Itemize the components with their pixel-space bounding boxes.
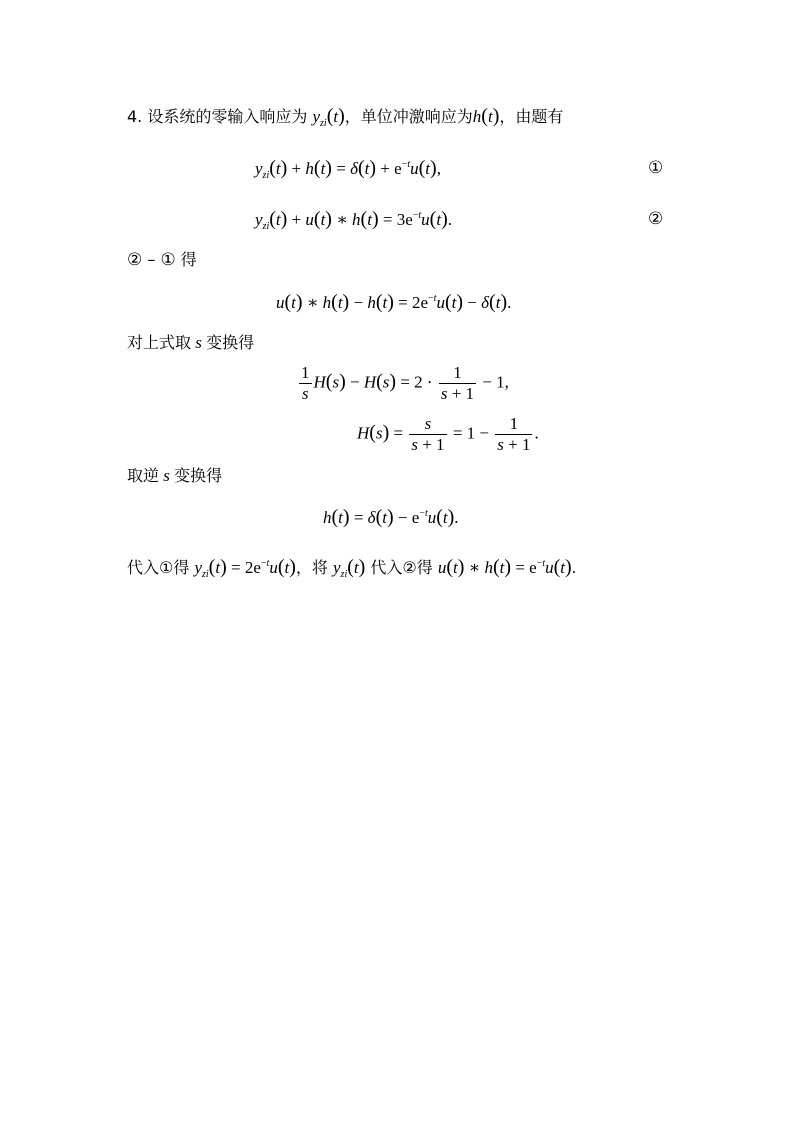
intro-text-3: ，由题有 <box>499 107 564 126</box>
subtract-line <box>127 250 197 270</box>
equation-5: H(s) = $\frac{s}{s + 1}$ = 1 − $\frac{1}{s + 1}$ . <box>357 414 539 454</box>
subtract-text: 得 <box>180 250 197 269</box>
equation-6: $h(t) = \delta(t) - e^{-t}u(t)$. <box>323 506 459 528</box>
equation-3: u(t) ∗ $h(t) - h(t) = 2e^{-t}u(t) - \delta(t)$. <box>276 291 512 313</box>
equation-2: $y_{zi}(t) + u(t)$ ∗ $h(t) = 3e^{-t}u(t)$. <box>255 208 452 232</box>
final-line <box>127 557 576 581</box>
intro-text-1: 设系统的零输入响应为 <box>147 107 308 126</box>
subtract-minus: – <box>147 250 156 269</box>
inverse-text-1: 取逆 <box>127 466 160 485</box>
inverse-text-2: 变换得 <box>174 466 223 485</box>
math-yzi-result: $y_{zi}(t) = 2e^{-t}u(t)$ <box>194 556 296 580</box>
intro-text-2: ，单位冲激响应为 <box>344 107 473 126</box>
math-ht: h(t) <box>472 105 500 127</box>
final-text-1: 代入①得 <box>127 558 190 577</box>
math-yzi-2: $y_{zi}(t)$ <box>333 556 366 580</box>
math-s: s <box>191 333 207 352</box>
equation-1-marker: ① <box>648 158 664 178</box>
math-s-2: s <box>159 466 175 485</box>
laplace-line <box>127 333 254 353</box>
subtract-circ-2: ② <box>127 250 143 270</box>
problem-number: 4. <box>127 107 143 126</box>
laplace-text-2: 变换得 <box>206 333 255 352</box>
inverse-line <box>127 466 222 486</box>
math-yzi: $y_{zi}(t)$ <box>312 105 345 129</box>
equation-1: $y_{zi}(t) + h(t) = \delta(t) + e^{-t}u(t)$, <box>255 157 441 181</box>
equation-2-marker: ② <box>648 209 664 229</box>
laplace-text-1: 对上式取 <box>127 333 192 352</box>
final-text-3: 代入②得 <box>370 558 433 577</box>
equation-4: $\frac{1}{s}$ H(s) − H(s) = 2 · $\frac{1}{s + 1}$ − 1, <box>301 363 509 403</box>
subtract-circ-1: ① <box>160 250 176 270</box>
final-text-2: ，将 <box>295 558 328 577</box>
math-conv-result: u(t) ∗ $h(t) = e^{-t}u(t)$. <box>437 556 576 578</box>
intro-line <box>127 106 563 130</box>
